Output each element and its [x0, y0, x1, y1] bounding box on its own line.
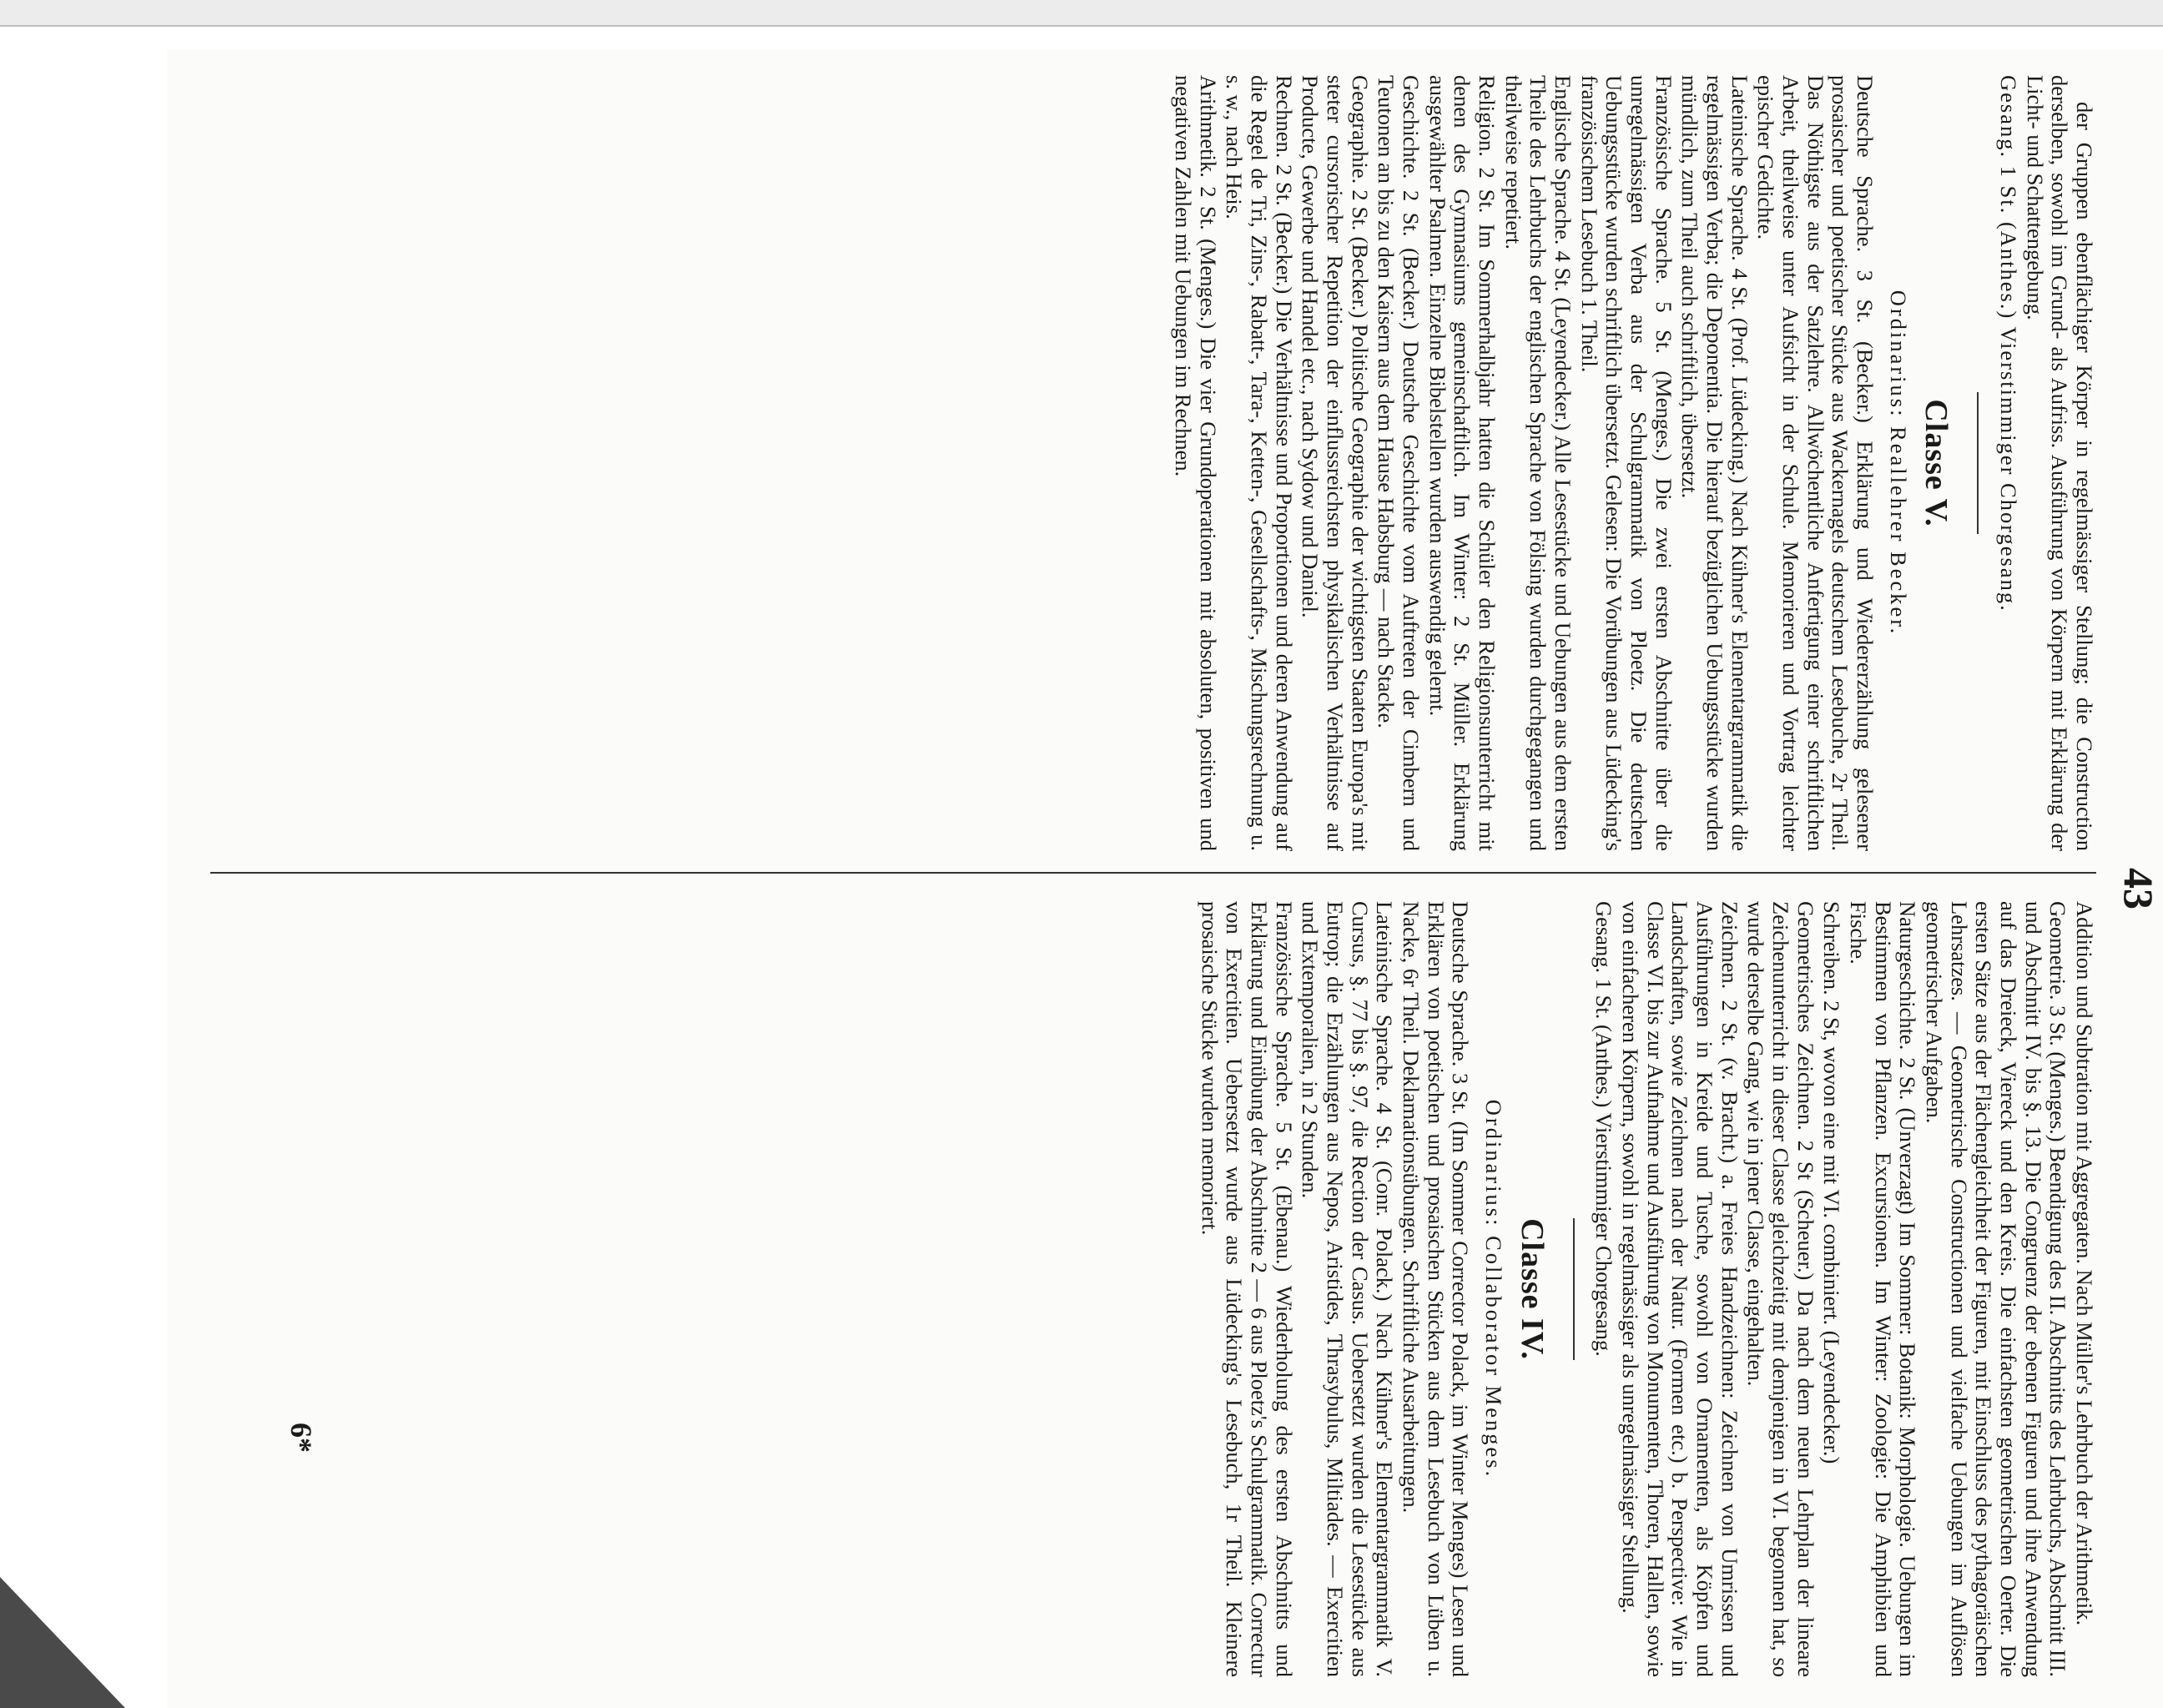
intro-paragraph: der Gruppen ebenflächiger Körper in regelmässiger Stellung; die Construction derselben, sowohl im Grund- als Aufriss. Ausführung von Körpern mit Erklärung der Licht- und Schattengebung. [2022, 75, 2097, 851]
subject-paragraph: Deutsche Sprache. 3 St. (Im Sommer Corrector Polack, im Winter Menges) Lesen und Erklären von poetischen und prosaischen Stücken aus dem Lesebuch von Lüben u. Nacke, 6r Theil. Deklamationsübungen. Schriftliche Ausarbeitungen. [1399, 901, 1474, 1677]
section-rule [1977, 392, 1979, 534]
subject-paragraph: Naturgeschichte. 2 St. (Unverzagt) Im Sommer: Botanik: Morphologie. Uebungen im Bestimmen von Pflanzen. Excursionen. Im Winter: Zoologie: Die Amphibien und Fische. [1845, 901, 1921, 1677]
page-number: 43 [2115, 868, 2162, 909]
subject-paragraph: Lateinische Sprache. 4 St. (Conr. Polack.) Nach Kühner's Elementargrammatik V. Cursus, §. 77 bis §. 97, die Rection der Casus. Uebersetzt wurden die Lesestücke aus Eutrop; die Erzählungen aus Nepos, Aristides, Thrasybulus, Miltiades. — Exercitien und Extemporalien, in 2 Stunden. [1298, 901, 1398, 1677]
subject-paragraph: Geometrie. 3 St. (Menges.) Beendigung des II. Abschnitts des Lehrbuchs, Abschnitt III. und Abschnitt IV. bis §. 13. Die Congruenz der ebenen Figuren und ihre Anwendung auf das Dreieck, Viereck und den Kreis. Die einfachsten geometrischen Oerter. Die ersten Sätze aus der Flächengleichheit der Figuren, mit Einschluss des pythagoräischen Lehrsatzes. — Geometrische Constructionen und vielfache Uebungen im Auflösen geometrischer Aufgaben. [1921, 901, 2071, 1677]
subject-paragraph: Religion. 2 St. Im Sommerhalbjahr hatten die Schüler den Religionsunterricht mit denen des Gymnasiums gemeinschaftlich. Im Winter: 2 St. Müller. Erklärung ausgewählter Psalmen. Einzelne Bibelstellen wurden auswendig gelernt. [1424, 75, 1500, 851]
ordinarius-line: Ordinarius: Collaborator Menges. [1481, 1099, 1507, 1479]
subject-paragraph: Geschichte. 2 St. (Becker.) Deutsche Geschichte vom Auftreten der Cimbern und Teutonen an bis zu den Kaisern aus dem Hause Habsburg — nach Stacke. [1374, 75, 1424, 851]
section-rule [1573, 1218, 1575, 1360]
ordinarius-line: Ordinarius: Reallehrer Becker. [1885, 290, 1911, 637]
subject-paragraph: Arithmetik. 2 St. (Menges.) Die vier Grundoperationen mit absoluten, positiven und negativen Zahlen mit Uebungen im Rechnen. [1170, 75, 1221, 851]
intro-paragraph: Gesang. 1 St. (Anthes.) Vierstimmiger Chorgesang. [1995, 75, 2021, 612]
classe-title: Classe V. [1918, 399, 1954, 527]
subject-paragraph: Deutsche Sprache. 3 St. (Becker.) Erklärung und Wiedererzählung gelesener prosaischer und poetischer Stücke aus Wackernagels deutschem Lesebuche, 2r Theil. Das Nöthigste aus der Satzlehre. Allwöchentliche Anfertigung einer schriftlichen Arbeit, theilweise unter Aufsicht in der Schule. Memorieren und Vortrag leichter epischer Gedichte. [1753, 75, 1878, 851]
left-column [1168, 75, 2096, 851]
subject-paragraph: Englische Sprache. 4 St. (Leyendecker.) Alle Lesestücke und Uebungen aus dem ersten Theile des Lehrbuchs der englischen Sprache von Fölsing wurden durchgegangen und theilweise repetiert. [1500, 75, 1576, 851]
scanner-edge-corner [0, 1577, 125, 1708]
subject-paragraph: Zeichnen. 2 St. (v. Bracht.) a. Freies Handzeichnen: Zeichnen von Umrissen und Ausführungen in Kreide und Tusche, sowohl von Ornamenten, als Köpfen und Landschaften, sowie Zeichnen nach der Natur. (Formen etc.) b. Perspective: Wie in Classe VI. bis zur Aufnahme und Ausführung von Monumenten, Thoren, Hallen, sowie von einfacheren Körpern, sowohl in regelmässiger als unregelmässiger Stellung. [1617, 901, 1742, 1677]
subject-paragraph: Lateinische Sprache. 4 St. (Prof. Lüdecking.) Nach Kühner's Elementargrammatik die regelmässigen Verba; die Deponentia. Die hierauf bezüglichen Uebungsstücke wurden mündlich, zum Theil auch schriftlich, übersetzt. [1677, 75, 1752, 851]
signature-mark: 6* [285, 1423, 318, 1453]
intro-paragraph: Addition und Subtration mit Aggregaten. Nach Müller's Lehrbuch der Arithmetik. [2072, 901, 2097, 1626]
column-divider [210, 872, 2096, 874]
subject-paragraph: Gesang. 1 St. (Anthes.) Vierstimmiger Chorgesang. [1591, 901, 1617, 1357]
scanner-edge-top [0, 0, 2163, 27]
subject-paragraph: Geometrisches Zeichnen. 2 St (Scheuer.) Da nach dem neuen Lehrplan der lineare Zeichenunterricht in dieser Classe gleichzeitig mit demjenigen in VI. begonnen hat, so wurde derselbe Gang, wie in jener Classe, eingehalten. [1743, 901, 1818, 1677]
rotated-page [167, 50, 2163, 1708]
subject-paragraph: Französische Sprache. 5 St. (Menges.) Die zwei ersten Abschnitte über die unregelmässigen Verba aus der Schulgrammatik von Ploetz. Die deutschen Uebungsstücke wurden schriftlich übersetzt. Gelesen: Die Vorübungen aus Lüdecking's französischem Lesebuch 1. Theil. [1576, 75, 1676, 851]
subject-paragraph: Schreiben. 2 St, wovon eine mit VI. combiniert. (Leyendecker.) [1819, 901, 1845, 1464]
subject-paragraph: Rechnen. 2 St. (Becker.) Die Verhältnisse und Proportionen und deren Anwendung auf die Regel de Tri, Zins-, Rabatt-, Tara-, Ketten-, Gesellschafts-, Mischungsrechnung u. s. w., nach Heis. [1222, 75, 1297, 851]
subject-paragraph: Französische Sprache. 5 St. (Ebenau.) Wiederholung des ersten Abschnitts und Erklärung und Einübung der Abschnitte 2 — 6 aus Ploetz's Schulgrammatik. Correctur von Exercitien. Uebersetzt wurde aus Lüdecking's Lesebuch, 1r Theil. Kleinere prosaische Stücke wurden memoriert. [1197, 901, 1297, 1677]
right-column [1195, 901, 2096, 1677]
classe-title: Classe IV. [1514, 1218, 1550, 1360]
subject-paragraph: Geographie. 2 St. (Becker.) Politische Geographie der wichtigsten Staaten Europa's mit steter cursorischer Repetition der einflussreichsten physikalischen Verhältnisse auf Producte, Gewerbe und Handel etc., nach Sydow und Daniel. [1298, 75, 1373, 851]
